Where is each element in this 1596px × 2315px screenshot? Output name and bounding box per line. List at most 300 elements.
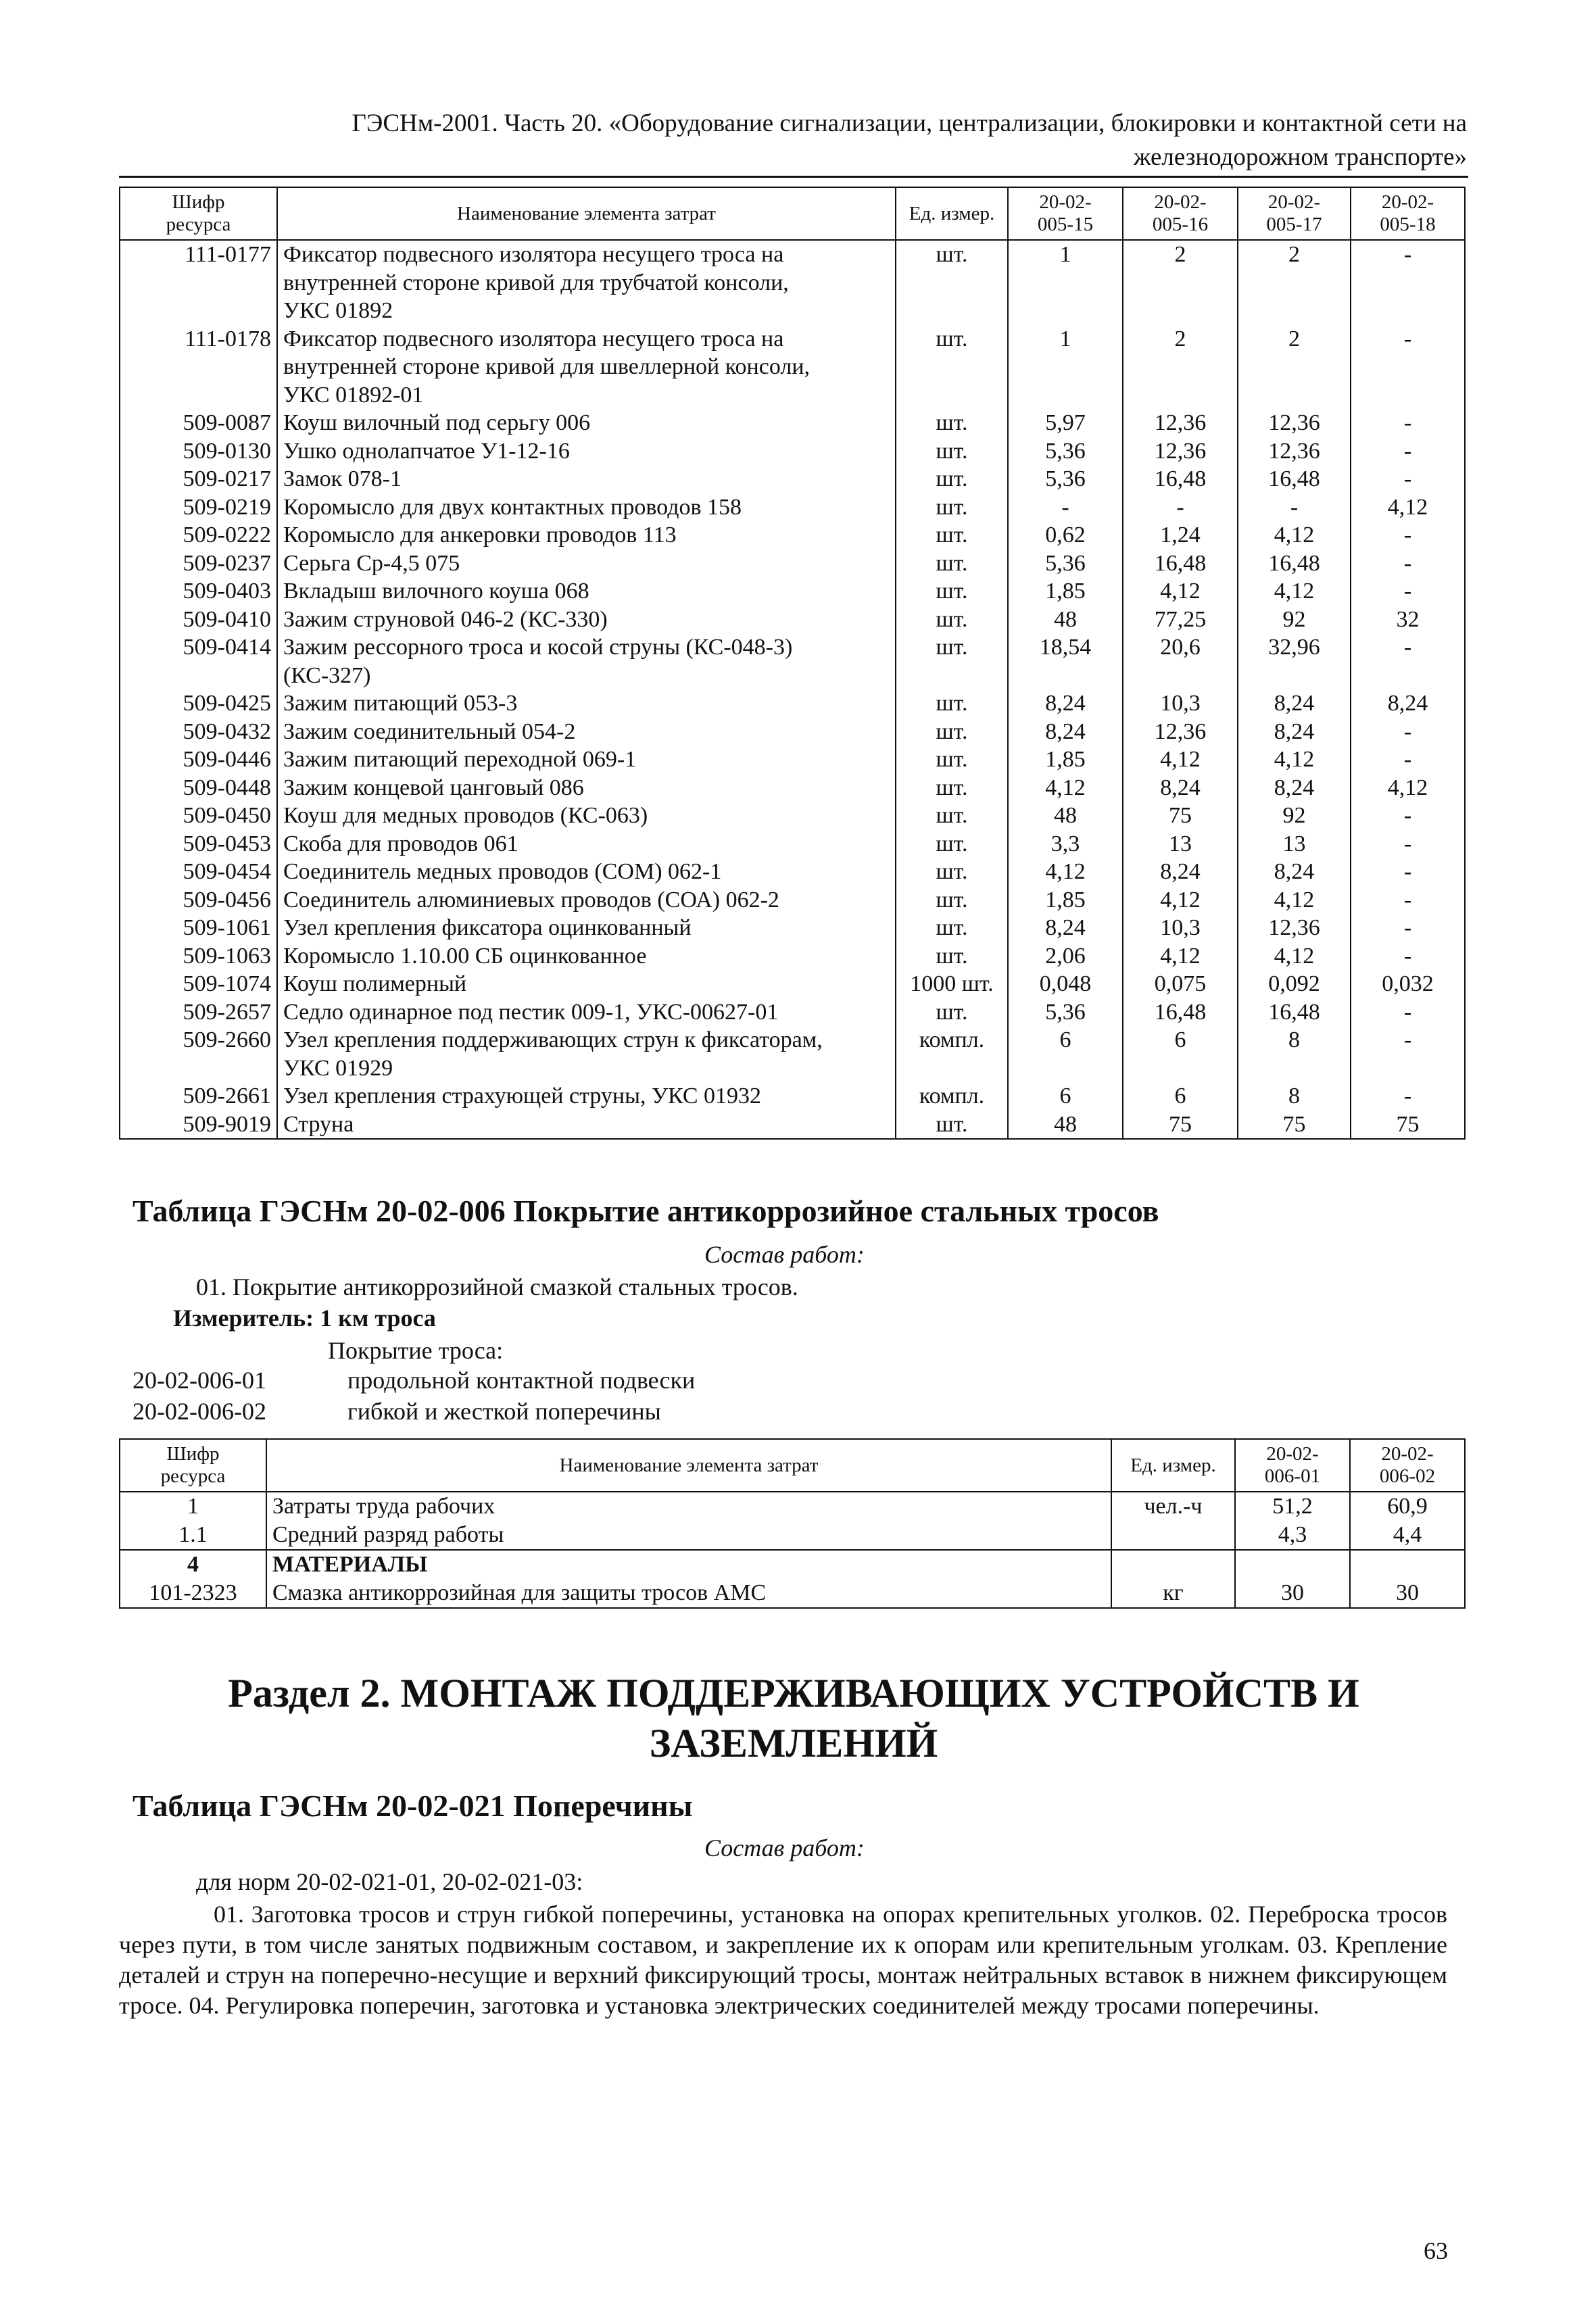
table-021-title: Таблица ГЭСНм 20-02-021 Поперечины [132, 1788, 693, 1823]
cell-value: - [1351, 465, 1465, 493]
cell-code: 509-0237 [120, 550, 277, 578]
cell-value: 4,12 [1351, 493, 1465, 522]
cell-value: - [1351, 718, 1465, 746]
cell-name [277, 465, 896, 493]
table-row [120, 1579, 1465, 1608]
cell-value: - [1351, 830, 1465, 858]
norm-text-1: продольной контактной подвески [347, 1367, 696, 1394]
cell-unit: кг [1111, 1579, 1235, 1608]
cell-unit: шт. [896, 998, 1008, 1027]
header-line-1: ГЭСНм-2001. Часть 20. «Оборудование сигнализации, централизации, блокировки и контактной сети на [352, 109, 1467, 137]
cell-value: 32,96 [1238, 633, 1351, 689]
cell-name-line: Узел крепления страхующей струны, УКС 01932 [283, 1083, 762, 1108]
cell-name-line: Узел крепления фиксатора оцинкованный [283, 915, 692, 940]
cell-value: 5,36 [1008, 550, 1123, 578]
header-rule [119, 176, 1468, 178]
cell-value: 8,24 [1008, 914, 1123, 942]
cell-value: 48 [1008, 802, 1123, 830]
cell-value: - [1351, 914, 1465, 942]
cell-name [277, 1026, 896, 1082]
table-row [120, 409, 1465, 437]
cell-value: 75 [1351, 1111, 1465, 1140]
cell-name [277, 325, 896, 410]
table-row [120, 830, 1465, 858]
header-col-2: 20-02- 005-16 [1123, 187, 1238, 240]
cell-value: 4,12 [1123, 886, 1238, 915]
cell-name-line: Фиксатор подвесного изолятора несущего троса на [283, 242, 784, 267]
cell-unit: шт. [896, 858, 1008, 886]
cell-code: 509-0425 [120, 689, 277, 718]
cell-value: - [1351, 325, 1465, 410]
cell-code: 509-9019 [120, 1111, 277, 1140]
cell-value: 6 [1008, 1082, 1123, 1111]
cell-code: 4 [120, 1550, 266, 1579]
cell-value: 5,97 [1008, 409, 1123, 437]
cell-value: 6 [1008, 1026, 1123, 1082]
cell-name-line: Коромысло для двух контактных проводов 158 [283, 494, 742, 520]
cell-value: 12,36 [1123, 718, 1238, 746]
cell-code: 509-0448 [120, 774, 277, 802]
cell-name [277, 1082, 896, 1111]
cell-value: 1,24 [1123, 521, 1238, 550]
cell-code: 509-0454 [120, 858, 277, 886]
cell-value: 8,24 [1238, 689, 1351, 718]
cell-unit: шт. [896, 325, 1008, 410]
table-row [120, 858, 1465, 886]
cell-name-line: Струна [283, 1111, 354, 1137]
cell-code: 101-2323 [120, 1579, 266, 1608]
cell-value: 8,24 [1123, 774, 1238, 802]
norm-code-1: 20-02-006-01 [132, 1367, 266, 1394]
cell-name [277, 521, 896, 550]
cell-name-line: УКС 01929 [283, 1055, 393, 1081]
cell-name: МАТЕРИАЛЫ [266, 1550, 1111, 1579]
cell-value: 5,36 [1008, 465, 1123, 493]
header-col-1: 20-02- 006-01 [1235, 1439, 1350, 1492]
cell-value: 6 [1123, 1082, 1238, 1111]
cell-value: - [1351, 1082, 1465, 1111]
cell-code: 509-0219 [120, 493, 277, 522]
cell-value: 30 [1350, 1579, 1465, 1608]
cell-value: 48 [1008, 1111, 1123, 1140]
cell-name [277, 493, 896, 522]
cell-value: 4,3 [1235, 1521, 1350, 1550]
header-col-3: 20-02- 005-17 [1238, 187, 1351, 240]
cell-value: - [1351, 437, 1465, 466]
cell-name-line: Фиксатор подвесного изолятора несущего троса на [283, 326, 784, 351]
table-row [120, 606, 1465, 634]
cell-value: 0,62 [1008, 521, 1123, 550]
section-title-line-2: ЗАЗЕМЛЕНИЙ [649, 1721, 938, 1765]
cell-value [1350, 1550, 1465, 1579]
cell-value: 2 [1238, 240, 1351, 325]
cell-value: - [1238, 493, 1351, 522]
cell-value: 12,36 [1238, 914, 1351, 942]
cell-name [277, 718, 896, 746]
cell-code: 509-2661 [120, 1082, 277, 1111]
cell-value: 8,24 [1008, 689, 1123, 718]
cell-value: 92 [1238, 606, 1351, 634]
cell-value: - [1351, 409, 1465, 437]
cell-unit: шт. [896, 746, 1008, 774]
cell-unit: шт. [896, 437, 1008, 466]
cell-name [277, 998, 896, 1027]
cell-value: 8,24 [1238, 718, 1351, 746]
header-col-1: 20-02- 005-15 [1008, 187, 1123, 240]
cell-name-line: внутренней стороне кривой для швеллерной консоли, [283, 354, 811, 379]
table-row [120, 886, 1465, 915]
cell-value: - [1351, 886, 1465, 915]
cell-value: 1 [1008, 240, 1123, 325]
cell-value: 8,24 [1238, 858, 1351, 886]
cell-code: 1.1 [120, 1521, 266, 1550]
cell-name [277, 942, 896, 971]
header-code: Шифр ресурса [120, 187, 277, 240]
cell-code: 509-0087 [120, 409, 277, 437]
cell-unit: шт. [896, 914, 1008, 942]
cell-value: 4,12 [1238, 521, 1351, 550]
cell-unit: шт. [896, 802, 1008, 830]
table-006-coverage: Покрытие троса: [328, 1337, 504, 1364]
cell-code: 509-0450 [120, 802, 277, 830]
table-row [120, 774, 1465, 802]
cell-value: 16,48 [1123, 998, 1238, 1027]
resource-table-006 [119, 1438, 1466, 1609]
cell-name [277, 606, 896, 634]
cell-value: 18,54 [1008, 633, 1123, 689]
table-021-work-label: Состав работ: [704, 1834, 865, 1861]
cell-code: 509-0432 [120, 718, 277, 746]
table-row [120, 1550, 1465, 1579]
cell-value: 48 [1008, 606, 1123, 634]
cell-value: 0,048 [1008, 970, 1123, 998]
cell-value: 8,24 [1351, 689, 1465, 718]
table-row [120, 802, 1465, 830]
cell-name-line: Узел крепления поддерживающих струн к фиксаторам, [283, 1027, 823, 1052]
table-row [120, 550, 1465, 578]
cell-value: - [1008, 493, 1123, 522]
cell-name-line: Коромысло 1.10.00 СБ оцинкованное [283, 943, 647, 969]
cell-value: 10,3 [1123, 914, 1238, 942]
cell-value: 51,2 [1235, 1492, 1350, 1521]
cell-value: 1,85 [1008, 746, 1123, 774]
cell-value: 75 [1238, 1111, 1351, 1140]
cell-value: 0,092 [1238, 970, 1351, 998]
cell-value: - [1123, 493, 1238, 522]
cell-name-line: (КС-327) [283, 662, 371, 688]
cell-value: 16,48 [1123, 465, 1238, 493]
header-name: Наименование элемента затрат [277, 187, 896, 240]
norm-code-2: 20-02-006-02 [132, 1398, 266, 1425]
table-row [120, 970, 1465, 998]
cell-code: 509-2657 [120, 998, 277, 1027]
header-col-2: 20-02- 006-02 [1350, 1439, 1465, 1492]
cell-value: 4,12 [1123, 746, 1238, 774]
cell-code: 111-0178 [120, 325, 277, 410]
cell-name-line: Ушко однолапчатое У1-12-16 [283, 438, 570, 464]
cell-value: 2 [1123, 325, 1238, 410]
table-006-work-label: Состав работ: [704, 1241, 865, 1268]
cell-code: 509-0446 [120, 746, 277, 774]
header-code: Шифр ресурса [120, 1439, 266, 1492]
cell-name-line: УКС 01892-01 [283, 382, 424, 408]
cell-value: 16,48 [1238, 465, 1351, 493]
cell-name [277, 550, 896, 578]
cell-value: 32 [1351, 606, 1465, 634]
table-body [120, 240, 1465, 1139]
table-row [120, 633, 1465, 689]
cell-value: 5,36 [1008, 998, 1123, 1027]
cell-value: 8,24 [1008, 718, 1123, 746]
table-row [120, 1492, 1465, 1521]
cell-value: 16,48 [1238, 550, 1351, 578]
cell-unit: шт. [896, 774, 1008, 802]
cell-value: 0,032 [1351, 970, 1465, 998]
cell-value: - [1351, 942, 1465, 971]
cell-value: 20,6 [1123, 633, 1238, 689]
page-number: 63 [1424, 2237, 1448, 2264]
cell-value: 1,85 [1008, 886, 1123, 915]
cell-name [277, 774, 896, 802]
cell-name-line: Коуш вилочный под серьгу 006 [283, 410, 591, 435]
cell-code: 509-2660 [120, 1026, 277, 1082]
cell-unit: шт. [896, 1111, 1008, 1140]
table-006-title: Таблица ГЭСНм 20-02-006 Покрытие антикоррозийное стальных тросов [132, 1194, 1159, 1228]
cell-name-line: Соединитель медных проводов (СОМ) 062-1 [283, 859, 722, 884]
cell-name [277, 746, 896, 774]
cell-name [277, 914, 896, 942]
table-row [120, 942, 1465, 971]
cell-unit: шт. [896, 689, 1008, 718]
cell-value: - [1351, 802, 1465, 830]
cell-unit: шт. [896, 521, 1008, 550]
cell-value: 4,12 [1238, 746, 1351, 774]
cell-value: 16,48 [1238, 998, 1351, 1027]
cell-value: 8 [1238, 1082, 1351, 1111]
cell-value: 4,12 [1123, 942, 1238, 971]
cell-unit: шт. [896, 550, 1008, 578]
cell-value: 6 [1123, 1026, 1238, 1082]
cell-name-line: Зажим концевой цанговый 086 [283, 775, 584, 800]
cell-name [277, 1111, 896, 1140]
cell-name-line: Вкладыш вилочного коуша 068 [283, 579, 589, 604]
cell-value: 1,85 [1008, 577, 1123, 606]
cell-value: - [1351, 577, 1465, 606]
cell-code: 509-0456 [120, 886, 277, 915]
cell-name [277, 577, 896, 606]
cell-unit: шт. [896, 633, 1008, 689]
cell-value: 30 [1235, 1579, 1350, 1608]
table-row [120, 1111, 1465, 1140]
cell-value: 2,06 [1008, 942, 1123, 971]
cell-value: 12,36 [1123, 437, 1238, 466]
cell-value: - [1351, 1026, 1465, 1082]
table-row [120, 577, 1465, 606]
cell-value: 12,36 [1123, 409, 1238, 437]
table-row [120, 689, 1465, 718]
cell-value: 12,36 [1238, 437, 1351, 466]
cell-value: - [1351, 998, 1465, 1027]
cell-value: 75 [1123, 1111, 1238, 1140]
cell-value: 4,12 [1238, 886, 1351, 915]
cell-value: 92 [1238, 802, 1351, 830]
header-line-2: железнодорожном транспорте» [1133, 143, 1467, 171]
cell-name-line: Седло одинарное под пестик 009-1, УКС-00627-01 [283, 999, 779, 1025]
cell-code: 509-1074 [120, 970, 277, 998]
cell-value: 4,12 [1008, 858, 1123, 886]
cell-value: 10,3 [1123, 689, 1238, 718]
resource-table-005 [119, 187, 1466, 1140]
cell-name [277, 409, 896, 437]
cell-unit: шт. [896, 240, 1008, 325]
cell-value: - [1351, 633, 1465, 689]
cell-unit: компл. [896, 1082, 1008, 1111]
cell-value: 2 [1123, 240, 1238, 325]
table-row [120, 1026, 1465, 1082]
cell-value: 2 [1238, 325, 1351, 410]
cell-name [277, 970, 896, 998]
cell-unit: чел.-ч [1111, 1492, 1235, 1521]
table-row [120, 437, 1465, 466]
cell-value: - [1351, 240, 1465, 325]
cell-value: - [1351, 521, 1465, 550]
table-header-row [120, 187, 1465, 240]
cell-value: 8 [1238, 1026, 1351, 1082]
cell-name-line: Коуш полимерный [283, 971, 467, 996]
cell-unit: шт. [896, 942, 1008, 971]
cell-unit: шт. [896, 830, 1008, 858]
cell-value: 4,12 [1008, 774, 1123, 802]
cell-value: 12,36 [1238, 409, 1351, 437]
table-row [120, 746, 1465, 774]
cell-name [277, 886, 896, 915]
table-row [120, 240, 1465, 325]
cell-name-line: Соединитель алюминиевых проводов (СОА) 062-2 [283, 887, 779, 912]
cell-code: 509-0130 [120, 437, 277, 466]
table-row [120, 998, 1465, 1027]
cell-name-line: Зажим рессорного троса и косой струны (КС-048-3) [283, 635, 793, 660]
cell-code: 509-0453 [120, 830, 277, 858]
cell-value: 60,9 [1350, 1492, 1465, 1521]
cell-name [277, 633, 896, 689]
cell-value: 75 [1123, 802, 1238, 830]
cell-value: - [1351, 550, 1465, 578]
norm-text-2: гибкой и жесткой поперечины [347, 1398, 661, 1425]
cell-unit [1111, 1521, 1235, 1550]
cell-unit: шт. [896, 577, 1008, 606]
cell-name [277, 437, 896, 466]
cell-name [277, 830, 896, 858]
table-row [120, 1521, 1465, 1550]
cell-name-line: Коромысло для анкеровки проводов 113 [283, 522, 677, 547]
cell-code: 509-0410 [120, 606, 277, 634]
table-body [120, 1492, 1465, 1608]
cell-code: 1 [120, 1492, 266, 1521]
cell-value: 5,36 [1008, 437, 1123, 466]
cell-value: 4,4 [1350, 1521, 1465, 1550]
cell-name-line: Коуш для медных проводов (КС-063) [283, 803, 648, 828]
cell-unit: шт. [896, 886, 1008, 915]
cell-unit: компл. [896, 1026, 1008, 1082]
cell-name [277, 802, 896, 830]
cell-name-line: УКС 01892 [283, 298, 393, 323]
cell-value: - [1351, 858, 1465, 886]
cell-value: 4,12 [1238, 577, 1351, 606]
cell-name-line: Зажим соединительный 054-2 [283, 718, 576, 744]
cell-name [277, 858, 896, 886]
cell-value: 4,12 [1123, 577, 1238, 606]
table-row [120, 914, 1465, 942]
cell-code: 509-0403 [120, 577, 277, 606]
table-row [120, 493, 1465, 522]
table-row [120, 718, 1465, 746]
table-006-meter: Измеритель: 1 км троса [173, 1305, 436, 1332]
cell-unit: шт. [896, 718, 1008, 746]
table-row [120, 1082, 1465, 1111]
cell-name: Средний разряд работы [266, 1521, 1111, 1550]
cell-name [277, 689, 896, 718]
cell-value [1235, 1550, 1350, 1579]
table-row [120, 465, 1465, 493]
cell-value: - [1351, 746, 1465, 774]
cell-name-line: внутренней стороне кривой для трубчатой консоли, [283, 270, 789, 295]
cell-value: 1 [1008, 325, 1123, 410]
cell-value: 77,25 [1123, 606, 1238, 634]
cell-name: Затраты труда рабочих [266, 1492, 1111, 1521]
cell-code: 509-0222 [120, 521, 277, 550]
table-006-work-item: 01. Покрытие антикоррозийной смазкой стальных тросов. [196, 1273, 798, 1300]
header-name: Наименование элемента затрат [266, 1439, 1111, 1492]
cell-name-line: Зажим питающий переходной 069-1 [283, 747, 637, 772]
cell-value: 0,075 [1123, 970, 1238, 998]
cell-code: 509-0414 [120, 633, 277, 689]
cell-name-line: Серьга Ср-4,5 075 [283, 550, 460, 576]
cell-value: 8,24 [1123, 858, 1238, 886]
table-021-for-norms: для норм 20-02-021-01, 20-02-021-03: [196, 1868, 583, 1895]
cell-value: 4,12 [1238, 942, 1351, 971]
cell-unit: шт. [896, 493, 1008, 522]
cell-value: 16,48 [1123, 550, 1238, 578]
cell-code: 111-0177 [120, 240, 277, 325]
cell-name-line: Зажим струновой 046-2 (КС-330) [283, 606, 608, 632]
cell-value: 8,24 [1238, 774, 1351, 802]
cell-unit [1111, 1550, 1235, 1579]
cell-unit: 1000 шт. [896, 970, 1008, 998]
section-title-line-1: Раздел 2. МОНТАЖ ПОДДЕРЖИВАЮЩИХ УСТРОЙСТВ И [228, 1671, 1359, 1715]
table-row [120, 325, 1465, 410]
cell-name [277, 240, 896, 325]
cell-unit: шт. [896, 465, 1008, 493]
header-unit: Ед. измер. [1111, 1439, 1235, 1492]
cell-code: 509-0217 [120, 465, 277, 493]
header-unit: Ед. измер. [896, 187, 1008, 240]
cell-name-line: Скоба для проводов 061 [283, 831, 518, 856]
cell-value: 4,12 [1351, 774, 1465, 802]
cell-value: 3,3 [1008, 830, 1123, 858]
header-col-4: 20-02- 005-18 [1351, 187, 1465, 240]
cell-unit: шт. [896, 409, 1008, 437]
page-header [162, 107, 1467, 174]
cell-value: 13 [1238, 830, 1351, 858]
cell-code: 509-1063 [120, 942, 277, 971]
cell-name-line: Зажим питающий 053-3 [283, 691, 518, 716]
table-header-row [120, 1439, 1465, 1492]
cell-value: 13 [1123, 830, 1238, 858]
cell-code: 509-1061 [120, 914, 277, 942]
table-021-work-paragraph: 01. Заготовка тросов и струн гибкой поперечины, установка на опорах крепительных уголков. 02. Переброска тросов через пути, в том числе занятых подвижным составом, и закрепление их к опорам или крепительным уголкам. 03. Крепление деталей и струн на поперечно-несущие и верхний фиксирующий тросы, монтаж нейтральных вставок в нижнем фиксирующем тросе. 04. Регулировка поперечин, заготовка и установка электрических соединителей между тросами поперечины. [119, 1901, 1447, 2019]
cell-name-line: Замок 078-1 [283, 466, 402, 491]
cell-name: Смазка антикоррозийная для защиты тросов АМС [266, 1579, 1111, 1608]
